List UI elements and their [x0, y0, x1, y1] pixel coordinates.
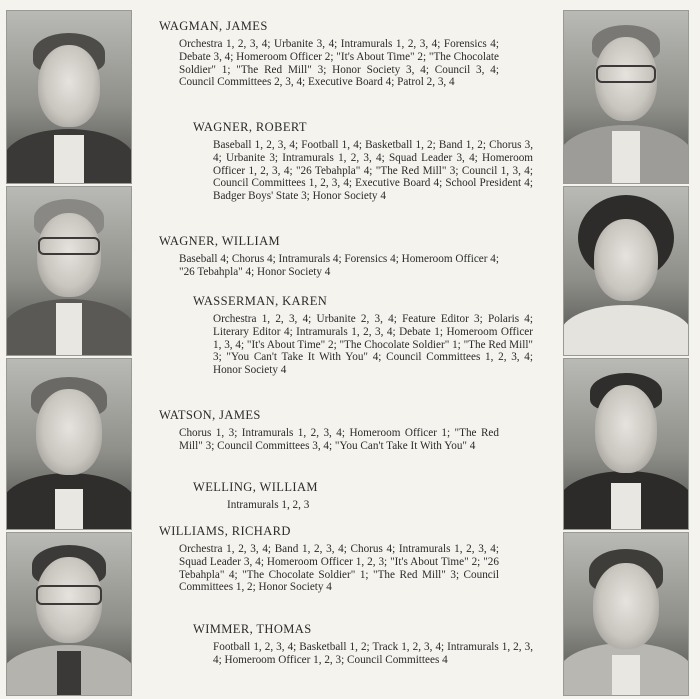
entry-welling-william	[193, 479, 533, 512]
portrait-wagman-james	[6, 10, 132, 184]
entry-wagner-william	[159, 233, 499, 279]
portrait-wasserman-karen	[563, 186, 689, 356]
entry-wimmer-thomas	[193, 621, 533, 667]
student-activities: Football 1, 2, 3, 4; Basketball 1, 2; Track 1, 2, 3, 4; Intramurals 1, 2, 3, 4; Homeroom Officer 1, 2, 3; Council Committees 4	[213, 641, 533, 666]
student-activities: Chorus 1, 3; Intramurals 1, 2, 3, 4; Homeroom Officer 1; "The Red Mill" 3; Council Committees 3, 4; "You Can't Take It With You" 4	[179, 427, 499, 452]
student-name: WAGNER, WILLIAM	[159, 234, 281, 248]
portrait-watson-james	[6, 358, 132, 530]
student-name: WIMMER, THOMAS	[193, 622, 312, 636]
entry-williams-richard	[159, 523, 499, 594]
entry-wagman-james	[159, 18, 499, 89]
student-name: WELLING, WILLIAM	[193, 480, 318, 494]
student-name: WAGMAN, JAMES	[159, 19, 268, 33]
student-name: WATSON, JAMES	[159, 408, 261, 422]
student-activities: Orchestra 1, 2, 3, 4; Urbanite 2, 3, 4; Feature Editor 3; Polaris 4; Literary Editor 4; Intramurals 1, 2, 3, 4; Debate 1; Homeroom Officer 1, 3, 4; "It's About Time" 2; "The Chocolate Soldier" 1; "The Red Mill" 3; "You Can't Take It With You" 4; Council Committees 1, 2, 3, 4; Honor Society 4	[213, 313, 533, 377]
entry-wasserman-karen	[193, 293, 533, 377]
entry-wagner-robert	[193, 119, 533, 203]
portrait-wagner-william	[6, 186, 132, 356]
student-name: WILLIAMS, RICHARD	[159, 524, 291, 538]
portrait-welling-william	[563, 358, 689, 530]
portrait-wagner-robert	[563, 10, 689, 184]
student-activities: Orchestra 1, 2, 3, 4; Urbanite 3, 4; Intramurals 1, 2, 3, 4; Forensics 4; Debate 3, 4; Homeroom Officer 2; "It's About Time" 2; "The Chocolate Soldier" 1; "The Red Mill" 3; Honor Society 3, 4; Council 3, 4; Council Committees 2, 3, 4; Executive Board 4; Patrol 2, 3, 4	[179, 38, 500, 89]
student-activities: Baseball 4; Chorus 4; Intramurals 4; Forensics 4; Homeroom Officer 4; "26 Tebahpla" 4; Honor Society 4	[179, 253, 499, 278]
student-activities: Intramurals 1, 2, 3	[227, 499, 310, 511]
student-activities: Orchestra 1, 2, 3, 4; Band 1, 2, 3, 4; Chorus 4; Intramurals 1, 2, 3, 4; Squad Leader 3, 4; Homeroom Officer 1, 2, 3; "It's About Time" 2; "26 Tebahpla" 4; "The Chocolate Soldier" 1; "The Red Mill" 3; Council Committees 1, 2; Honor Society 4	[179, 543, 499, 594]
student-activities: Baseball 1, 2, 3, 4; Football 1, 4; Basketball 1, 2; Band 1, 2; Chorus 3, 4; Urbanite 3; Intramurals 1, 2, 3, 4; Squad Leader 3, 4; Homeroom Officer 1, 2, 3, 4; "26 Tebahpla" 4; "The Red Mill" 3; Council 1, 3, 4; Council Committees 1, 2, 3, 4; Executive Board 4; School President 4; Badger Boys' State 3; Honor Society 4	[213, 139, 533, 203]
student-name: WASSERMAN, KAREN	[193, 294, 328, 308]
portrait-williams-richard	[6, 532, 132, 696]
student-name: WAGNER, ROBERT	[193, 120, 307, 134]
portrait-wimmer-thomas	[563, 532, 689, 696]
entry-watson-james	[159, 407, 499, 453]
